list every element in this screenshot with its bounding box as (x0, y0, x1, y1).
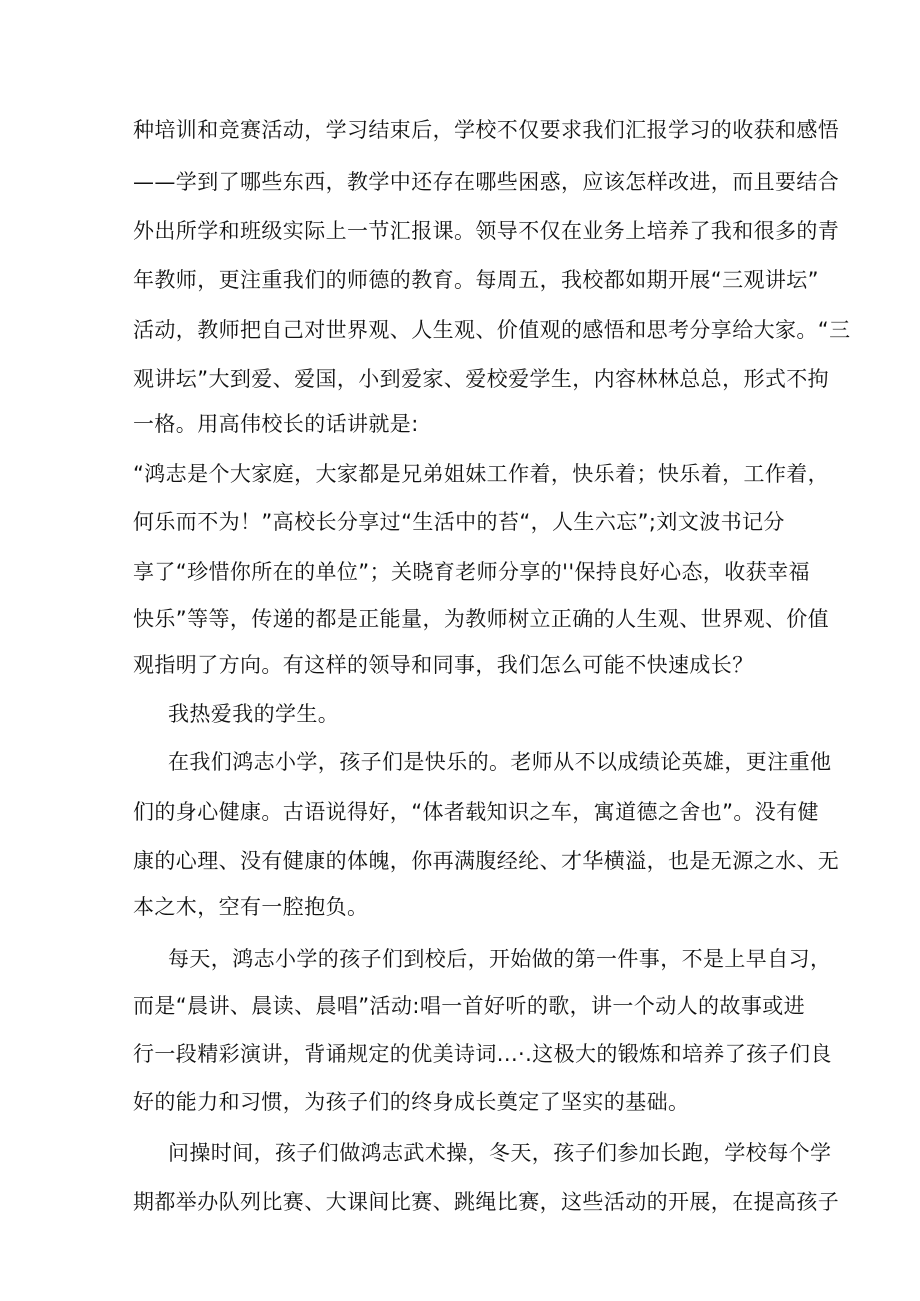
text-line: 本之木，空有一腔抱负。 (133, 895, 369, 919)
text-line: 康的心理、没有健康的体魄，你再满腹经纶、才华横溢，也是无源之水、无 (133, 849, 840, 873)
text-line: 期都举办队列比赛、大课间比赛、跳绳比赛，这些活动的开展，在提高孩子 (133, 1190, 840, 1214)
text-line: 在我们鸿志小学，孩子们是快乐的。老师从不以成绩论英雄，更注重他 (168, 750, 832, 774)
text-line: ——学到了哪些东西，教学中还存在哪些困惑，应该怎样改进，而且要结合 (133, 170, 840, 194)
text-line: 种培训和竞赛活动，学习结束后，学校不仅要求我们汇报学习的收获和感悟 (133, 118, 840, 142)
text-line: “鸿志是个大家庭，大家都是兄弟姐妹工作着，快乐着；快乐着，工作着， (133, 462, 830, 486)
text-line: 何乐而不为！”高校长分享过“生活中的苔“，人生六忘”;刘文波书记分 (133, 510, 785, 534)
text-line: 每天，鸿志小学的孩子们到校后，开始做的第一件事，不是上早自习， (168, 947, 832, 971)
text-line: 外出所学和班级实际上一节汇报课。领导不仅在业务上培养了我和很多的青 (133, 219, 840, 243)
text-line: 年教师，更注重我们的师德的教育。每周五，我校都如期开展“三观讲坛” (133, 268, 819, 292)
text-line: 行一段精彩演讲，背诵规定的优美诗词...·.这极大的锻炼和培养了孩子们良 (133, 1042, 832, 1066)
text-line: 而是“晨讲、晨读、晨唱”活动:唱一首好听的歌，讲一个动人的故事或进 (133, 994, 806, 1018)
text-line: 问操时间，孩子们做鸿志武术操，冬天，孩子们参加长跑，学校每个学 (168, 1141, 832, 1165)
text-line: 观讲坛”大到爱、爱国，小到爱家、爱校爱学生，内容林林总总，形式不拘 (133, 367, 830, 391)
text-line: 快乐”等等，传递的都是正能量，为教师树立正确的人生观、世界观、价值 (133, 607, 830, 631)
text-line: 一格。用高伟校长的话讲就是: (133, 412, 419, 436)
text-line: 好的能力和习惯，为孩子们的终身成长奠定了坚实的基础。 (133, 1090, 690, 1114)
text-line: 活动，教师把自己对世界观、人生观、价值观的感悟和思考分享给大家。“三 (133, 318, 851, 342)
text-line: 我热爱我的学生。 (168, 702, 340, 726)
text-line: 们的身心健康。古语说得好，“体者载知识之车，寓道德之舍也”。没有健 (133, 800, 819, 824)
text-line: 享了“珍惜你所在的单位”；关晓育老师分享的''保持良好心态，收获幸福 (133, 560, 810, 584)
text-line: 观指明了方向。有这样的领导和同事，我们怎么可能不快速成长？ (133, 653, 754, 677)
